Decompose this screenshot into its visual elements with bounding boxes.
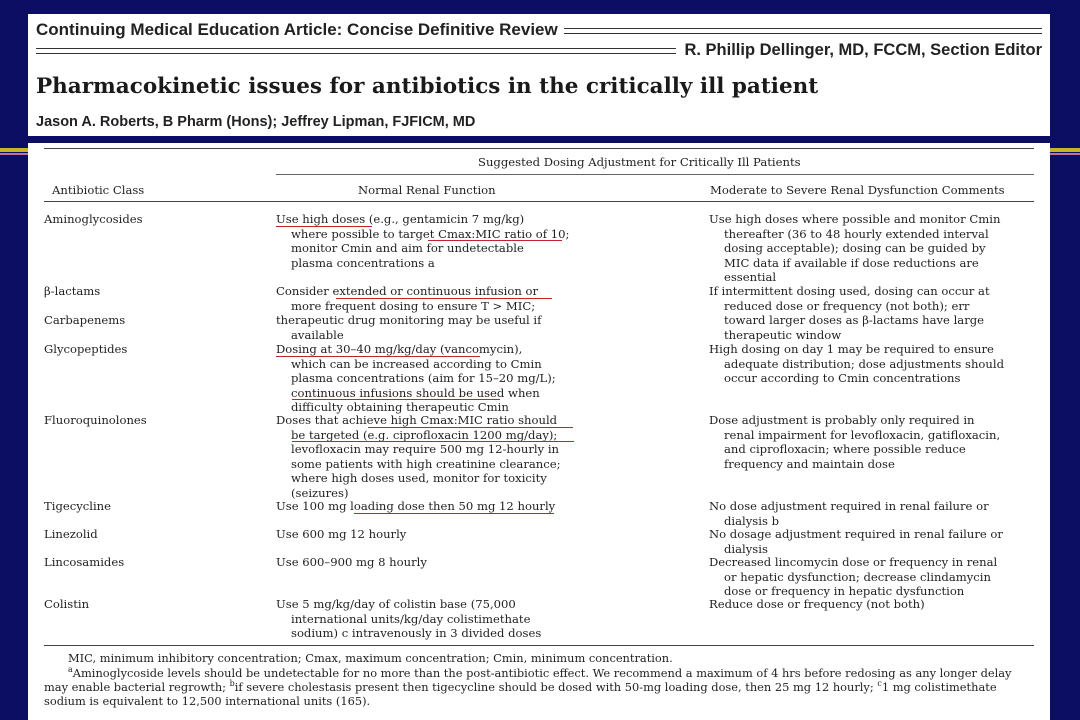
row-moderate-cell bbox=[709, 342, 1044, 386]
row-moderate-cell bbox=[709, 284, 1044, 342]
cell-line: Reduce dose or frequency (not both) bbox=[709, 597, 925, 611]
cell-line: adequate distribution; dose adjustments should bbox=[724, 356, 1004, 371]
annotation-underline bbox=[354, 513, 554, 514]
dosing-table-panel bbox=[28, 143, 1050, 720]
cell-line: Decreased lincomycin dose or frequency in renal bbox=[709, 555, 998, 569]
cell-line: dialysis bbox=[724, 541, 768, 556]
row-class: Glycopeptides bbox=[44, 342, 128, 356]
cell-line: and ciprofloxacin; where possible reduce bbox=[724, 442, 966, 456]
row-class: Colistin bbox=[44, 597, 90, 611]
row-moderate-cell bbox=[709, 499, 1044, 528]
annotation-underline bbox=[428, 240, 562, 241]
cell-line: which can be increased according to Cmin bbox=[291, 356, 542, 371]
footnote-abbreviations: MIC, minimum inhibitory concentration; Cmax, maximum concentration; Cmin, minimum concentration. bbox=[68, 651, 673, 665]
row-moderate-cell bbox=[709, 597, 1044, 612]
cell-line: sodium) c intravenously in 3 divided doses bbox=[291, 626, 542, 640]
cell-line: essential bbox=[724, 270, 777, 284]
cell-line: dialysis b bbox=[724, 513, 780, 528]
cell-line: therapeutic window bbox=[724, 327, 842, 342]
cell-line: toward larger doses as β-lactams have large bbox=[724, 313, 985, 327]
series-line bbox=[36, 20, 1042, 40]
row-class: Carbapenems bbox=[44, 313, 126, 327]
cell-line: thereafter (36 to 48 hourly extended interval bbox=[724, 226, 989, 241]
cell-line: difficulty obtaining therapeutic Cmin bbox=[291, 400, 509, 414]
footnote-block bbox=[44, 666, 1036, 708]
cell-line: more frequent dosing to ensure T > MIC; bbox=[291, 298, 536, 313]
footnote-marker: a bbox=[68, 665, 73, 675]
cell-line: dose or frequency in hepatic dysfunction bbox=[724, 584, 965, 598]
cell-line: High dosing on day 1 may be required to ensure bbox=[709, 342, 994, 356]
annotation-underline bbox=[292, 441, 574, 442]
row-class: Lincosamides bbox=[44, 555, 125, 569]
row-class: β-lactams bbox=[44, 284, 101, 298]
footnote-c: 1 mg colistimethate sodium is equivalent to 12,500 international units (165). bbox=[44, 680, 997, 708]
cell-line: Use 5 mg/kg/day of colistin base (75,000 bbox=[276, 597, 516, 611]
annotation-underline bbox=[368, 427, 573, 428]
cell-line: Use high doses (e.g., gentamicin 7 mg/kg) bbox=[276, 212, 525, 226]
row-class: Tigecycline bbox=[44, 499, 112, 513]
column-header-class: Antibiotic Class bbox=[52, 183, 145, 197]
cell-line: some patients with high creatinine clearance; bbox=[291, 456, 561, 471]
row-class: Aminoglycosides bbox=[44, 212, 143, 226]
cell-line: Use high doses where possible and monitor Cmin bbox=[709, 212, 1001, 226]
cell-line: Consider extended or continuous infusion or bbox=[276, 284, 539, 298]
cell-line: Dosing at 30–40 mg/kg/day (vancomycin), bbox=[276, 342, 523, 356]
row-normal-cell bbox=[276, 527, 602, 542]
table-rule bbox=[44, 201, 1034, 202]
cell-line: reduced dose or frequency (not both); err bbox=[724, 298, 970, 313]
cell-line: monitor Cmin and aim for undetectable bbox=[291, 241, 524, 255]
editor-line bbox=[36, 40, 1042, 60]
cell-line: Doses that achieve high Cmax:MIC ratio should bbox=[276, 413, 558, 427]
row-class: Linezolid bbox=[44, 527, 98, 541]
footnote-a: Aminoglycoside levels should be undetectable for no more than the post-antibiotic effect. We recommend a maximum of 4 hrs before redosing as any longer delay may enable bacterial regrowth; bbox=[44, 666, 1012, 694]
article-title: Pharmacokinetic issues for antibiotics in the critically ill patient bbox=[36, 74, 819, 99]
row-normal-cell bbox=[276, 284, 602, 342]
cell-line: frequency and maintain dose bbox=[724, 456, 895, 471]
footnote-b: if severe cholestasis present then tigecycline should be dosed with 50-mg loading dose, then 25 mg 12 hourly; bbox=[234, 680, 874, 694]
series-label: Continuing Medical Education Article: Concise Definitive Review bbox=[36, 20, 558, 39]
annotation-underline bbox=[276, 226, 372, 227]
cell-line: available bbox=[291, 327, 344, 342]
cell-line: plasma concentrations a bbox=[291, 255, 435, 270]
article-header bbox=[28, 14, 1050, 136]
cell-line: therapeutic drug monitoring may be useful if bbox=[276, 313, 542, 327]
cell-line: Dose adjustment is probably only required in bbox=[709, 413, 975, 427]
cell-line: where high doses used, monitor for toxicity bbox=[291, 471, 547, 485]
article-authors: Jason A. Roberts, B Pharm (Hons); Jeffrey Lipman, FJFICM, MD bbox=[36, 114, 476, 130]
column-header-moderate: Moderate to Severe Renal Dysfunction Comments bbox=[710, 183, 1005, 197]
cell-line: renal impairment for levofloxacin, gatifloxacin, bbox=[724, 427, 1001, 442]
column-header-normal: Normal Renal Function bbox=[358, 183, 496, 197]
row-normal-cell bbox=[276, 342, 602, 415]
row-class: Fluoroquinolones bbox=[44, 413, 147, 427]
cell-line: be targeted (e.g. ciprofloxacin 1200 mg/day); bbox=[291, 427, 558, 442]
section-editor: R. Phillip Dellinger, MD, FCCM, Section Editor bbox=[684, 40, 1042, 59]
row-normal-cell bbox=[276, 212, 602, 270]
table-span-header: Suggested Dosing Adjustment for Critically Ill Patients bbox=[478, 155, 801, 169]
row-moderate-cell bbox=[709, 413, 1044, 471]
cell-line: If intermittent dosing used, dosing can occur at bbox=[709, 284, 990, 298]
footnote-marker: c bbox=[877, 679, 882, 689]
header-rule bbox=[564, 28, 1042, 34]
footnote-marker: b bbox=[229, 679, 235, 689]
annotation-underline bbox=[336, 298, 552, 299]
cell-line: international units/kg/day colistimethate bbox=[291, 611, 531, 626]
row-moderate-cell bbox=[709, 212, 1044, 285]
cell-line: Use 100 mg loading dose then 50 mg 12 hourly bbox=[276, 499, 556, 513]
cell-line: occur according to Cmin concentrations bbox=[724, 371, 961, 385]
row-moderate-cell bbox=[709, 527, 1044, 556]
cell-line: or hepatic dysfunction; decrease clindamycin bbox=[724, 569, 991, 584]
row-normal-cell bbox=[276, 499, 602, 514]
table-rule bbox=[44, 645, 1034, 646]
cell-line: continuous infusions should be used when bbox=[291, 385, 540, 400]
cell-line: where possible to target Cmax:MIC ratio of 10; bbox=[291, 226, 570, 241]
cell-line: MIC data if available if dose reductions are bbox=[724, 255, 979, 270]
cell-line: No dosage adjustment required in renal failure or bbox=[709, 527, 1003, 541]
cell-line: dosing acceptable); dosing can be guided by bbox=[724, 241, 986, 255]
cell-line: Use 600–900 mg 8 hourly bbox=[276, 555, 427, 569]
annotation-underline bbox=[276, 356, 480, 357]
table-rule bbox=[44, 148, 1034, 149]
cell-line: plasma concentrations (aim for 15–20 mg/L); bbox=[291, 371, 556, 385]
row-moderate-cell bbox=[709, 555, 1044, 599]
row-normal-cell bbox=[276, 555, 602, 570]
cell-line: levofloxacin may require 500 mg 12-hourly in bbox=[291, 442, 560, 456]
cell-line: (seizures) bbox=[291, 485, 349, 500]
header-rule bbox=[36, 48, 676, 54]
annotation-underline bbox=[292, 399, 500, 400]
row-normal-cell bbox=[276, 597, 602, 641]
cell-line: No dose adjustment required in renal failure or bbox=[709, 499, 989, 513]
cell-line: Use 600 mg 12 hourly bbox=[276, 527, 407, 541]
table-rule bbox=[276, 174, 1034, 175]
